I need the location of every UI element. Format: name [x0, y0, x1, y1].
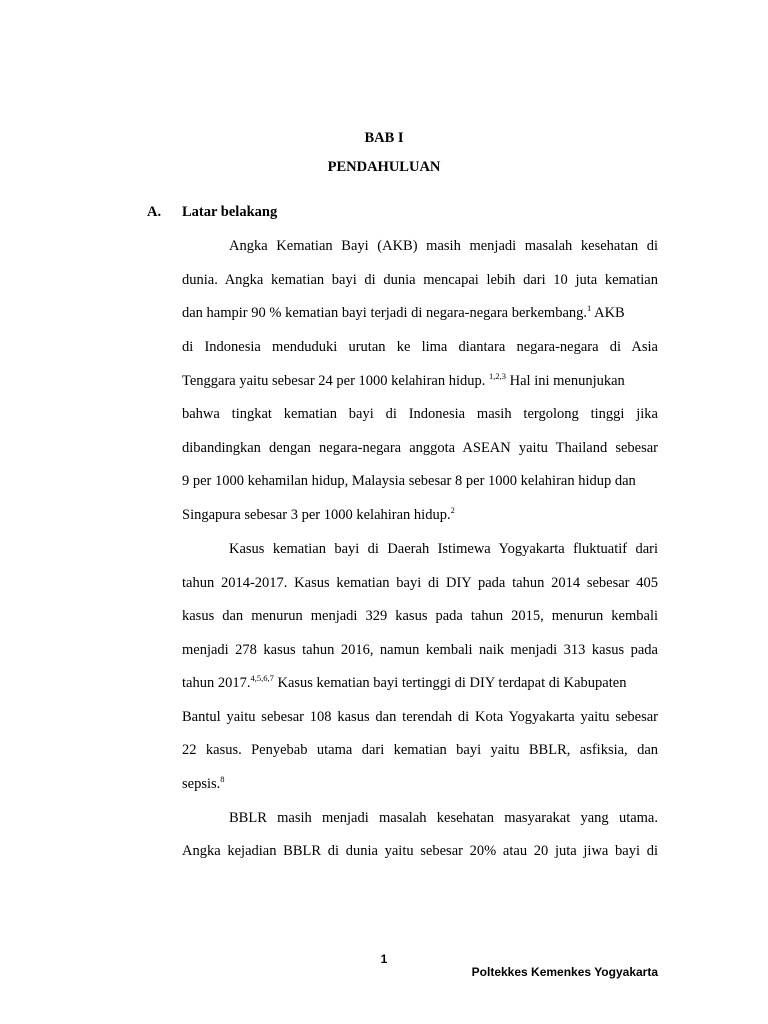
text-line [182, 506, 658, 524]
line-text: Tenggara yaitu sebesar 24 per 1000 kelahiran hidup. [182, 373, 490, 389]
footer-institution: Poltekkes Kemenkes Yogyakarta [471, 965, 658, 979]
chapter-label: BAB I [364, 130, 404, 146]
text-line [182, 304, 658, 322]
text-line [182, 439, 658, 457]
text-line [182, 271, 658, 289]
line-text: tahun 2014-2017. Kasus kematian bayi di DIY pada tahun 2014 sebesar 405 [182, 575, 658, 591]
text-line [182, 472, 658, 490]
line-text: di Indonesia menduduki urutan ke lima diantara negara-negara di Asia [182, 339, 658, 355]
page-number: 1 [380, 952, 388, 966]
line-text: sepsis. [182, 776, 221, 792]
citation-superscript: 2 [450, 505, 455, 515]
text-line [182, 674, 658, 692]
text-line [182, 741, 658, 759]
line-text: kasus dan menurun menjadi 329 kasus pada tahun 2015, menurun kembali [182, 608, 658, 624]
line-text-continued: Kasus kematian bayi tertinggi di DIY terdapat di Kabupaten [273, 675, 627, 691]
text-line [182, 372, 658, 390]
text-line [182, 607, 658, 625]
citation-superscript: 4,5,6,7 [250, 673, 274, 683]
line-text-continued: Hal ini menunjukan [506, 373, 625, 389]
line-text: dibandingkan dengan negara-negara anggota ASEAN yaitu Thailand sebesar [182, 440, 658, 456]
line-text: bahwa tingkat kematian bayi di Indonesia masih tergolong tinggi jika [182, 406, 658, 422]
text-line [182, 842, 658, 860]
line-text: menjadi 278 kasus tahun 2016, namun kembali naik menjadi 313 kasus pada [182, 642, 658, 658]
text-line [182, 708, 658, 726]
citation-superscript: 8 [220, 774, 225, 784]
text-line [229, 237, 658, 255]
text-line [182, 338, 658, 356]
line-text: dan hampir 90 % kematian bayi terjadi di negara-negara berkembang. [182, 305, 588, 321]
line-text: Kasus kematian bayi di Daerah Istimewa Yogyakarta fluktuatif dari [229, 541, 658, 557]
line-text-continued: AKB [591, 305, 625, 321]
line-text: Bantul yaitu sebesar 108 kasus dan terendah di Kota Yogyakarta yaitu sebesar [182, 709, 658, 725]
line-text: tahun 2017. [182, 675, 251, 691]
line-text: Angka Kematian Bayi (AKB) masih menjadi masalah kesehatan di [229, 238, 658, 254]
line-text: BBLR masih menjadi masalah kesehatan masyarakat yang utama. [229, 810, 658, 826]
line-text: dunia. Angka kematian bayi di dunia mencapai lebih dari 10 juta kematian [182, 272, 658, 288]
text-line [229, 540, 658, 558]
line-text: Angka kejadian BBLR di dunia yaitu sebesar 20% atau 20 juta jiwa bayi di [182, 843, 658, 859]
text-line [182, 574, 658, 592]
text-line [229, 809, 658, 827]
section-letter: A. [147, 204, 162, 220]
line-text: Singapura sebesar 3 per 1000 kelahiran hidup. [182, 507, 451, 523]
text-line [182, 405, 658, 423]
citation-superscript: 1 [587, 303, 592, 313]
text-line [182, 775, 658, 793]
citation-superscript: 1,2,3 [489, 371, 507, 381]
chapter-title: PENDAHULUAN [327, 159, 441, 175]
text-line [182, 641, 658, 659]
section-heading: Latar belakang [182, 204, 278, 220]
line-text: 22 kasus. Penyebab utama dari kematian bayi yaitu BBLR, asfiksia, dan [182, 742, 658, 758]
line-text: 9 per 1000 kehamilan hidup, Malaysia sebesar 8 per 1000 kelahiran hidup dan [182, 473, 636, 489]
